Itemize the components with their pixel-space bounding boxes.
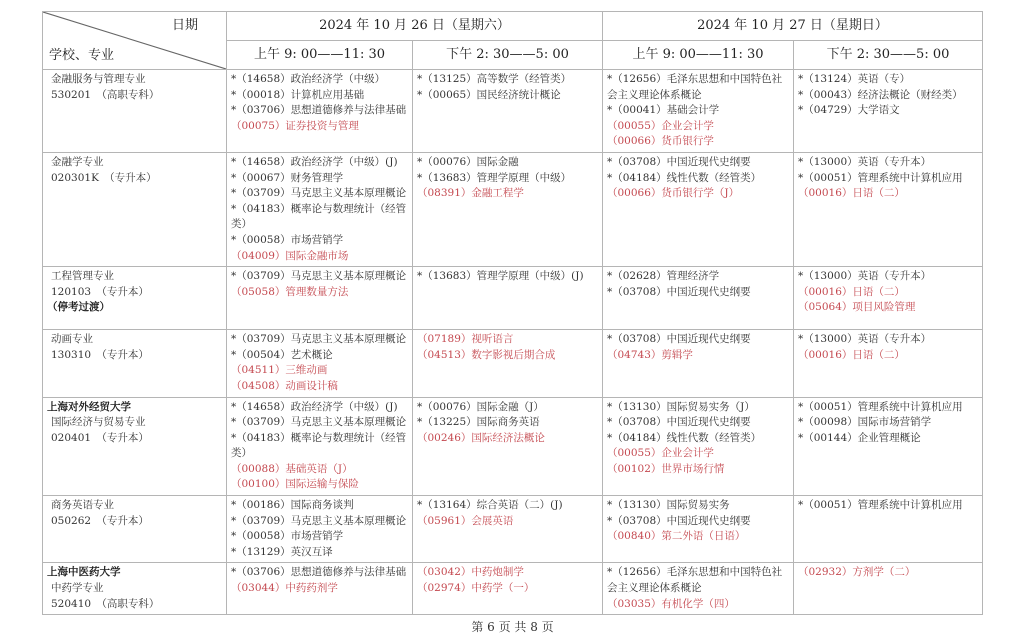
major-cell [43,563,227,615]
day-header-oct27: 2024 年 10 月 27 日（星期日） [603,12,983,41]
required-course: *（00076）国际金融 [417,155,519,168]
required-course: *（00018）计算机应用基础 [231,88,365,101]
major-name: 金融服务与管理专业 [51,73,146,85]
required-course: *（13125）高等数学（经管类） [417,73,572,85]
required-course: *（04729）大学语文 [798,104,900,117]
session-cell [413,496,603,563]
major-cell [43,397,227,496]
required-course: *（03708）中国近现代史纲要 [607,416,751,429]
major-code-level: 120103 （专升本） [51,285,149,298]
required-course: *（03708）中国近现代史纲要 [607,285,751,298]
corner-date-label: 日期 [171,18,198,33]
required-course: *（13129）英汉互译 [231,545,333,558]
required-course: *（03708）中国近现代史纲要 [607,155,751,168]
elective-course: （00100）国际运输与保险 [231,478,359,491]
required-course: *（03709）马克思主义基本原理概论 [231,187,407,200]
elective-course: （05058）管理数量方法 [231,285,349,298]
required-course: *（13000）英语（专升本） [798,270,932,283]
required-course: *（00144）企业管理概论 [798,431,921,444]
required-course: *（13000）英语（专升本） [798,333,932,346]
session-header-sat-pm: 下午 2: 30——5: 00 [413,41,603,70]
major-cell [43,70,227,153]
elective-course: （00088）基础英语（J） [231,462,353,475]
required-course: *（12656）毛泽东思想和中国特色社会主义理论体系概论 [607,566,783,595]
school-name: 上海对外经贸大学 [47,400,131,413]
session-cell [603,397,794,496]
elective-course: （04513）数字影视后期合成 [417,348,556,361]
major-name: 商务英语专业 [51,499,114,512]
table-row [43,397,983,496]
schedule-body [43,70,983,615]
elective-course: （00075）证券投资与管理 [231,119,359,132]
major-note: （停考过渡） [47,301,110,314]
day-header-oct26: 2024 年 10 月 26 日（星期六） [227,12,603,41]
elective-course: （08391）金融工程学 [417,187,524,200]
elective-course: （00055）企业会计学 [607,447,714,460]
session-cell [413,397,603,496]
page-number: 第 6 页 共 8 页 [471,620,554,634]
exam-schedule-table [42,11,983,615]
required-course: *（00051）管理系统中计算机应用 [798,499,963,512]
required-course: *（03708）中国近现代史纲要 [607,333,751,346]
required-course: *（00051）管理系统中计算机应用 [798,400,963,413]
elective-course: （05064）项目风险管理 [798,301,916,314]
required-course: *（00065）国民经济统计概论 [417,88,561,101]
required-course: *（03708）中国近现代史纲要 [607,514,751,527]
session-cell [413,330,603,397]
elective-course: （00016）日语（二） [798,187,905,200]
required-course: *（00041）基础会计学 [607,104,720,117]
session-cell [227,496,413,563]
required-course: *（03706）思想道德修养与法律基础 [231,104,407,117]
elective-course: （00016）日语（二） [798,348,905,361]
session-header-sun-am: 上午 9: 00——11: 30 [603,41,794,70]
elective-course: （02974）中药学（一） [417,582,535,595]
required-course: *（13124）英语（专） [798,73,911,85]
session-cell [413,563,603,615]
session-cell [603,330,794,397]
session-cell [227,397,413,496]
school-name: 上海中医药大学 [47,566,121,579]
session-cell [603,70,794,153]
elective-course: （04508）动画设计稿 [231,379,338,392]
required-course: *（13225）国际商务英语 [417,416,540,429]
required-course: *（13683）管理学原理（中级） [417,171,572,184]
session-cell [603,563,794,615]
elective-course: （00016）日语（二） [798,285,905,298]
session-cell [603,152,794,266]
session-cell [227,152,413,266]
required-course: *（03709）马克思主义基本原理概论 [231,416,407,429]
table-row [43,330,983,397]
session-cell [227,267,413,330]
required-course: *（00098）国际市场营销学 [798,416,932,429]
session-header-sat-am: 上午 9: 00——11: 30 [227,41,413,70]
session-cell [794,563,983,615]
elective-course: （00066）货币银行学 [607,135,714,148]
required-course: *（00067）财务管理学 [231,171,344,184]
elective-course: （07189）视听语言 [417,333,514,346]
required-course: *（13130）国际贸易实务 [607,499,730,512]
session-header-sun-pm: 下午 2: 30——5: 00 [794,41,983,70]
elective-course: （05961）会展英语 [417,514,514,527]
required-course: *（04183）概率论与数理统计（经管类） [231,431,407,460]
major-name: 动画专业 [51,333,93,346]
required-course: *（12656）毛泽东思想和中国特色社会主义理论体系概论 [607,73,783,101]
major-code-level: 530201 （高职专科） [51,88,160,101]
table-row [43,152,983,266]
required-course: *（04184）线性代数（经管类） [607,171,762,184]
major-cell [43,496,227,563]
required-course: *（13164）综合英语（二）(J) [417,499,563,512]
session-cell [794,70,983,153]
major-code-level: 130310 （专升本） [51,348,149,361]
required-course: *（02628）管理经济学 [607,270,720,283]
required-course: *（00504）艺术概论 [231,348,333,361]
major-cell [43,152,227,266]
elective-course: （02932）方剂学（二） [798,566,916,579]
major-name: 中药学专业 [51,582,104,595]
elective-course: （04743）剪辑学 [607,348,693,361]
major-code-level: 050262 （专升本） [51,514,149,527]
major-code-level: 520410 （高职专科） [51,597,160,610]
elective-course: （00840）第二外语（日语） [607,530,746,543]
major-cell [43,267,227,330]
required-course: *（13130）国际贸易实务（J） [607,400,755,413]
session-cell [227,70,413,153]
required-course: *（03709）马克思主义基本原理概论 [231,333,407,346]
elective-course: （00066）货币银行学（J） [607,187,740,200]
required-course: *（03709）马克思主义基本原理概论 [231,270,407,283]
header-corner-cell [43,12,227,70]
required-course: *（14658）政治经济学（中级） [231,73,386,85]
required-course: *（13683）管理学原理（中级）(J) [417,270,584,283]
table-row [43,563,983,615]
major-code-level: 020301K （专升本） [51,171,157,184]
elective-course: （03042）中药炮制学 [417,566,524,579]
session-cell [227,563,413,615]
session-cell [794,152,983,266]
elective-course: （00102）世界市场行情 [607,462,725,475]
elective-course: （04009）国际金融市场 [231,249,349,262]
major-name: 金融学专业 [51,155,104,168]
session-cell [603,496,794,563]
corner-school-label: 学校、专业 [49,48,115,64]
session-cell [413,267,603,330]
required-course: *（14658）政治经济学（中级）(J) [231,400,398,413]
session-cell [794,496,983,563]
session-cell [413,152,603,266]
session-cell [413,70,603,153]
table-row [43,70,983,153]
required-course: *（00186）国际商务谈判 [231,499,354,512]
required-course: *（00058）市场营销学 [231,530,344,543]
elective-course: （00055）企业会计学 [607,119,714,132]
elective-course: （03035）有机化学（四） [607,597,735,610]
session-cell [603,267,794,330]
required-course: *（00051）管理系统中计算机应用 [798,171,963,184]
session-cell [227,330,413,397]
required-course: *（00076）国际金融（J） [417,400,544,413]
table-row [43,267,983,330]
required-course: *（00058）市场营销学 [231,233,344,246]
table-row [43,496,983,563]
session-cell [794,397,983,496]
elective-course: （00246）国际经济法概论 [417,431,545,444]
required-course: *（03706）思想道德修养与法律基础 [231,566,407,579]
major-cell [43,330,227,397]
session-cell [794,267,983,330]
required-course: *（13000）英语（专升本） [798,155,932,168]
required-course: *（04184）线性代数（经管类） [607,431,762,444]
elective-course: （04511）三维动画 [231,364,328,377]
major-name: 国际经济与贸易专业 [51,416,146,429]
required-course: *（00043）经济法概论（财经类） [798,88,963,101]
major-code-level: 020401 （专升本） [51,431,149,444]
required-course: *（14658）政治经济学（中级）(J) [231,155,398,168]
required-course: *（04183）概率论与数理统计（经管类） [231,202,407,231]
major-name: 工程管理专业 [51,270,114,283]
session-cell [794,330,983,397]
elective-course: （03044）中药药剂学 [231,582,338,595]
required-course: *（03709）马克思主义基本原理概论 [231,514,407,527]
